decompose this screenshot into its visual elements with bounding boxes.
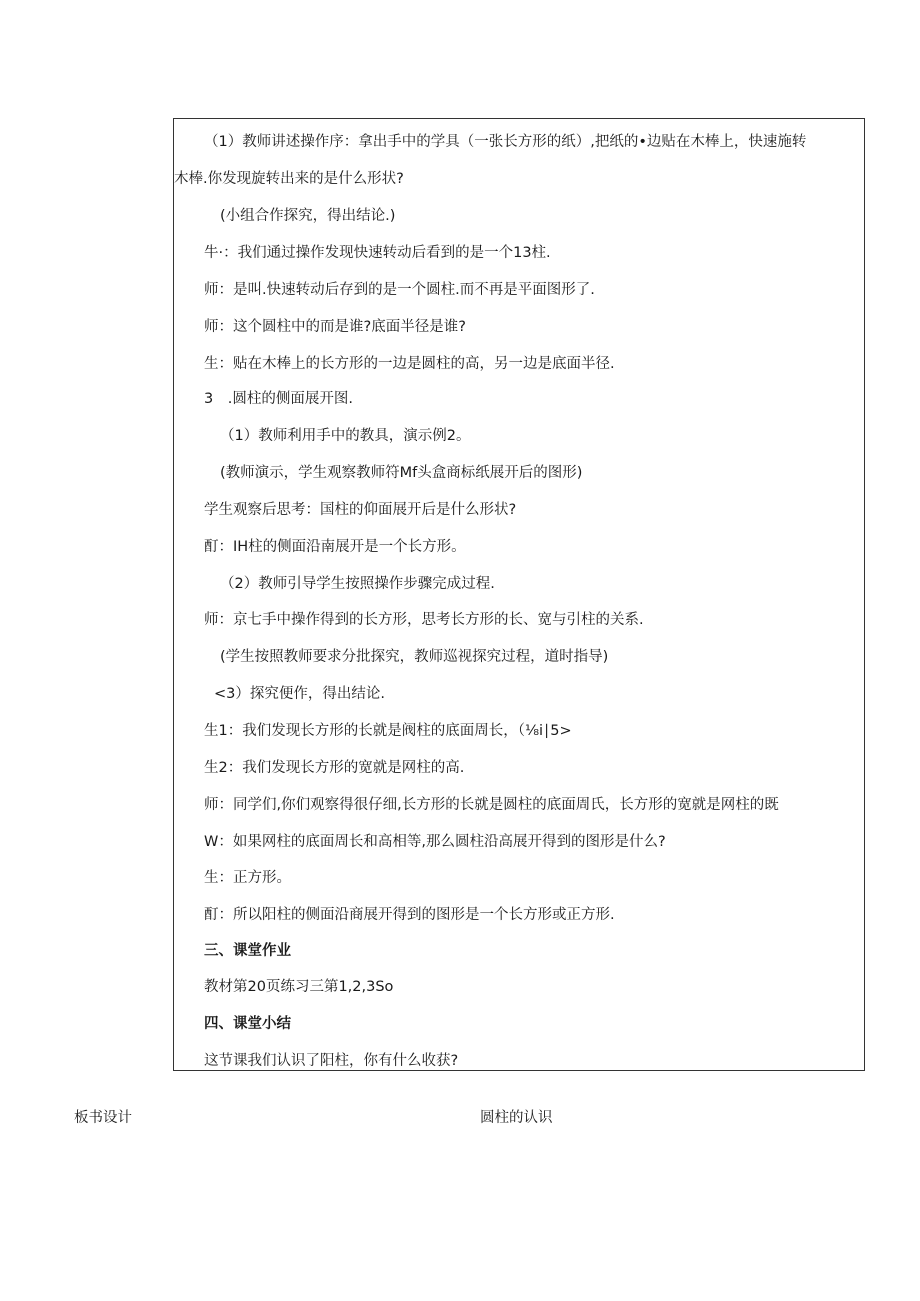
lesson-line: 师：是叫.快速转动后存到的是一个圆柱.而不再是平面图形了.: [204, 282, 595, 298]
lesson-line: (学生按照教师要求分批探究，教师巡视探究过程，道时指导): [220, 649, 609, 665]
lesson-line: 生：正方形。: [204, 870, 291, 886]
lesson-line: 师：京七手中操作得到的长方形，思考长方形的长、宽与引柱的关系.: [204, 612, 644, 628]
lesson-line: (小组合作探究，得出结论.): [220, 208, 396, 224]
lesson-line: (教师演示，学生观察教师符Mf头盒商标纸展开后的图形): [220, 465, 583, 481]
lesson-line: 师：这个圆柱中的而是谁?底面半径是谁?: [204, 319, 466, 335]
lesson-line: 学生观察后思考：国柱的仰面展开后是什么形状?: [204, 502, 517, 518]
lesson-line: 生1：我们发现长方形的长就是阀柱的底面周长，（⅛i∣5>: [204, 723, 572, 739]
lesson-line: （1）教师讲述操作序：拿出手中的学具（一张长方形的纸）,把纸的•边贴在木棒上，快速施转: [204, 134, 807, 150]
board-design-label: 板书设计: [74, 1110, 132, 1126]
lesson-line: 3 .圆柱的侧面展开图.: [204, 391, 353, 407]
lesson-line: （2）教师引导学生按照操作步骤完成过程.: [220, 576, 495, 592]
lesson-line: （1）教师利用手中的教具，演示例2。: [220, 428, 471, 444]
lesson-line: 木棒.你发现旋转出来的是什么形状?: [174, 171, 404, 187]
lesson-line: <3）探究便作，得出结论.: [214, 686, 385, 702]
lesson-line: 师：同学们,你们观察得很仔细,长方形的长就是圆柱的底面周氏，长方形的宽就是网柱的既: [204, 797, 779, 813]
lesson-line: 教材第20页练习三第1,2,3So: [204, 979, 394, 995]
lesson-line: 这节课我们认识了阳柱，你有什么收获?: [204, 1053, 459, 1069]
section-heading: 四、课堂小结: [204, 1016, 291, 1032]
lesson-line: W：如果网柱的底面周长和高相等,那么圆柱沿高展开得到的图形是什么?: [204, 834, 666, 850]
lesson-line: 生2：我们发现长方形的宽就是网柱的高.: [204, 760, 465, 776]
lesson-line: 牛·：我们通过操作发现快速转动后看到的是一个13柱.: [204, 245, 551, 261]
lesson-line: 酊：所以阳柱的侧面沿商展开得到的图形是一个长方形或正方形.: [204, 907, 615, 923]
lesson-line: 生：贴在木棒上的长方形的一边是圆柱的高，另一边是底面半径.: [204, 356, 615, 372]
board-title: 圆柱的认识: [480, 1110, 553, 1126]
section-heading: 三、课堂作业: [204, 943, 291, 959]
lesson-line: 酊：IH柱的侧面沿南展开是一个长方形。: [204, 539, 466, 555]
